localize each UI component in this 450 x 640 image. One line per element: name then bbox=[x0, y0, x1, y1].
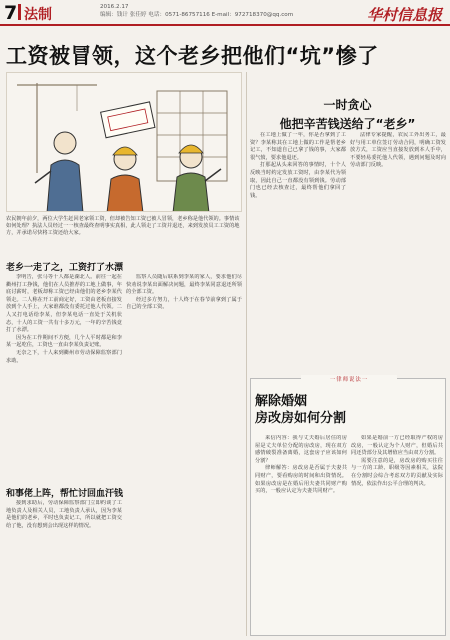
cartoon-illustration bbox=[6, 72, 242, 212]
page-number: 7 bbox=[4, 2, 18, 24]
side-story-column-2 bbox=[350, 132, 446, 368]
paragraph: 需要注意的是，房改房的购买往往与一方的工龄、职级等因素相关，法院在分割时会综合考虑双方的贡献及实际情况，依法作出公平合理的判决。 bbox=[351, 457, 443, 487]
side-story-column-1 bbox=[250, 132, 346, 368]
paragraph: 在工地上做了一年，你是否拿到了工资？李某称其在工地上做的工作是帮老乡记工，不知道自己已拿了钱的事，大家都很气愤，要求他退还。 bbox=[250, 132, 346, 161]
legal-title-line-1: 解除婚姻 bbox=[255, 394, 308, 409]
section-bar bbox=[18, 4, 21, 20]
paragraph: 接到求助后，劳动保障监察部门立即约谈了工地负责人及相关人员，工地负责人承认，因为李某是他们的老乡，平时也负责记工，所以就把工资交给了他，没有想到会出现这样的情况。 bbox=[6, 500, 122, 529]
legal-column-box bbox=[250, 378, 446, 636]
paragraph: 来信内容：我与丈夫婚后居住的房屋是丈夫单位分配的房改房，现在双方感情破裂准备离婚，这套房子应该如何分割？ bbox=[255, 435, 347, 464]
photo-caption: 农民朝年前夕，两位大学生赶回老家领工资，但却被告知工资已被人冒领，老乡称是他代领的。事情该如何处理？执法人员经过一一核查最终查明事实真相，此人领走了工资并退还，来到发放员工工资的地方，并承诺尽快将工资还给大家。 bbox=[6, 216, 240, 236]
main-headline: 工资被冒领，这个老乡把他们“坑”惨了 bbox=[6, 44, 379, 68]
side-story-title: 他把辛苦钱送给了“老乡” bbox=[279, 117, 416, 131]
legal-column-title bbox=[255, 393, 346, 427]
paper-logo: 华村信息报 bbox=[366, 6, 442, 24]
paragraph: 监察人员随后联系到李某的家人，要求他们尽快劝说李某出面解决问题，最终李某同意退还所领的全部工资。 bbox=[126, 274, 242, 296]
masthead bbox=[0, 0, 450, 26]
section-title: 法制 bbox=[24, 7, 52, 23]
subhead-1: 老乡一走了之，工资打了水漂 bbox=[6, 263, 124, 273]
side-story-headline bbox=[250, 96, 445, 132]
side-story-kicker: 一时贪心 bbox=[323, 98, 372, 112]
subhead-2: 和事佬上阵，帮忙讨回血汗钱 bbox=[6, 489, 124, 499]
legal-column-tag: 一律师说法一 bbox=[301, 375, 397, 383]
legal-column-text-2 bbox=[351, 435, 443, 631]
paragraph: 律师解答：房改房是否属于夫妻共同财产，要看购房的时间和出资情况。如果房改房是在婚后用夫妻共同财产购买的，一般应认定为夫妻共同财产。 bbox=[255, 465, 347, 495]
editor-contact: 编辑：钱计 张佳婷 电话：0571-86757116 E-mail：972718370@qq.com bbox=[100, 12, 294, 18]
issue-date: 2016.2.17 bbox=[100, 4, 129, 10]
story-column-3 bbox=[126, 274, 242, 636]
paragraph: 如果是婚前一方已经取得产权的房改房，一般认定为个人财产，但婚后共同还贷部分及其增值应当由双方分割。 bbox=[351, 435, 443, 457]
story-column-1 bbox=[6, 274, 122, 482]
paragraph: 法律专家提醒，农民工外出务工，最好与用工单位签订劳动合同，明确工资发放方式，工资应当直接发放到本人手中，不要轻易委托他人代领，遇到问题及时向劳动部门反映。 bbox=[350, 132, 446, 169]
legal-title-line-2: 房改房如何分割 bbox=[255, 411, 347, 426]
paragraph: 无奈之下，十人来到衢州市劳动保障监察部门求助。 bbox=[6, 349, 122, 364]
cartoon-drawing bbox=[7, 73, 242, 212]
paragraph: 李明告，张马等十人都是湖北人。前往一起在衢州打工挣钱，他们在人员推荐的工地上做事，年底讨薪时，老板却称工资已经由他们的老乡李某代领走。二人称在开工前商定好，工资由老板直接发放到个人手上，大家谁都没有委托过他人代领。二人又打电话给李某，但李某电话一直处于关机状态，十人的工资一共有十多万元，一年的辛苦钱竟打了水漂。 bbox=[6, 274, 122, 334]
legal-column-text-1 bbox=[255, 435, 347, 631]
story-column-2 bbox=[6, 500, 122, 636]
paragraph: 因为在工作期间不方便，几个人平时都是和李某一起吃住，工资也一直由李某负责记账。 bbox=[6, 334, 122, 349]
issue-meta bbox=[100, 3, 293, 19]
column-divider bbox=[246, 72, 247, 636]
paragraph: 打那起从头来回答的事情时，十个人反映当时约定发放工资时，由李某代为领取，因此自己一直都没有领到钱。劳动部门也已经去核查过，最终帮他们拿回了钱。 bbox=[250, 162, 346, 199]
paragraph: 经过多方努力，十人终于在春节前拿到了属于自己的全部工资。 bbox=[126, 296, 242, 311]
